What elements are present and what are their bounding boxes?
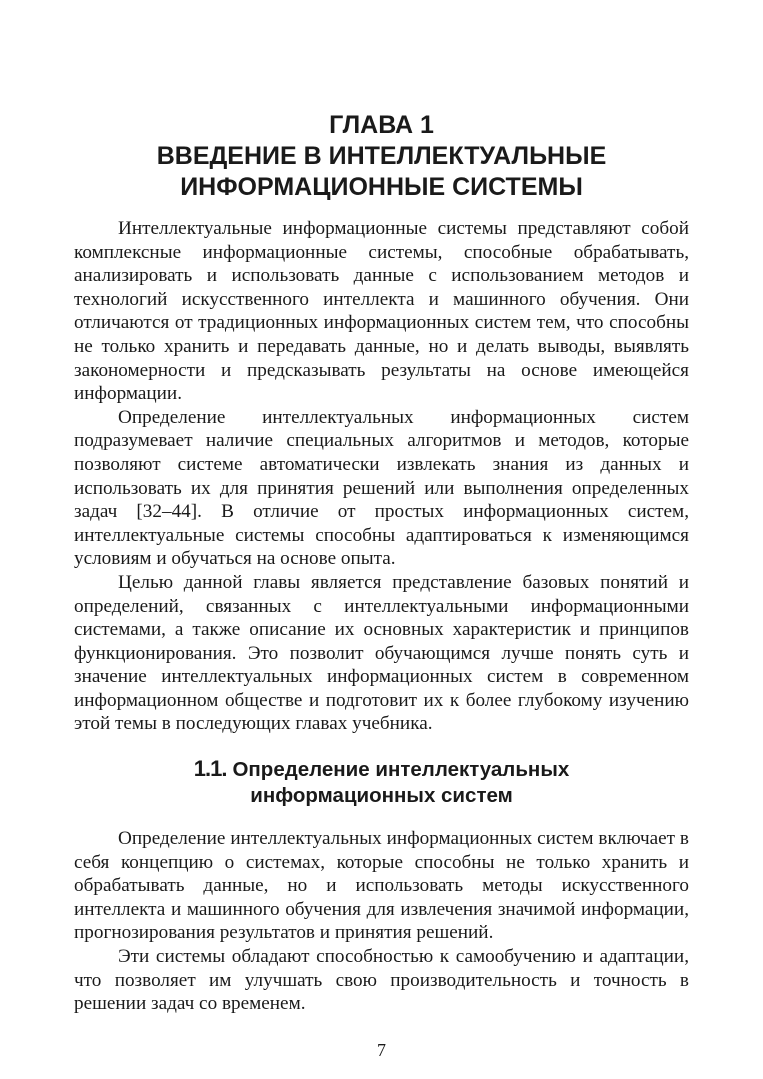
- intro-paragraph-3: Целью данной главы является представление базовых понятий и определений, связанных с интеллектуальными информационными системами, а также описание их основных характеристик и принципов функционирования. Это позволит обучающимся лучше понять суть и значение интеллектуальных информационных систем в современном информационном обществе и подготовит их к более глубокому изучению этой темы в последующих главах учебника.: [74, 571, 689, 735]
- section-number: 1.1.: [193, 756, 227, 782]
- intro-paragraph-1: Интеллектуальные информационные системы представляют собой комплексные информационные системы, способные обрабатывать, анализировать и использовать данные с использованием методов и технологий искусственного интеллекта и машинного обучения. Они отличаются от традиционных информационных систем тем, что способны не только хранить и передавать данные, но и делать выводы, выявлять закономерности и предсказывать результаты на основе имеющейся информации.: [74, 218, 689, 405]
- chapter-title-line-1: ВВЕДЕНИЕ В ИНТЕЛЛЕКТУАЛЬНЫЕ: [156, 142, 607, 170]
- section-title-line-1: Определение интеллектуальных: [232, 758, 570, 782]
- intro-paragraph-2: Определение интеллектуальных информационных систем подразумевает наличие специальных алгоритмов и методов, которые позволяют системе автоматически извлекать знания из данных и использовать их для принятия решений или выполнения определенных задач [32–44]. В отличие от простых информационных систем, интеллектуальные системы способны адаптироваться к изменяющимся условиям и обучаться на основе опыта.: [74, 406, 689, 570]
- page-number: 7: [377, 1040, 386, 1060]
- section-heading: [74, 756, 689, 809]
- chapter-heading: [74, 110, 689, 203]
- section-paragraph-1: Определение интеллектуальных информационных систем включает в себя концепцию о системах, которые способны не только хранить и обрабатывать данные, но и использовать методы искусственного интеллекта и машинного обучения для извлечения значимой информации, прогнозирования результатов и принятия решений.: [74, 828, 689, 944]
- chapter-label: ГЛАВА 1: [329, 111, 434, 139]
- section-title-line-2: информационных систем: [250, 784, 513, 808]
- section-paragraph-2: Эти системы обладают способностью к самообучению и адаптации, что позволяет им улучшать свою производительность и точность в решении задач со временем.: [74, 946, 689, 1015]
- page-content: [74, 110, 689, 1016]
- chapter-title-line-2: ИНФОРМАЦИОННЫЕ СИСТЕМЫ: [180, 173, 583, 201]
